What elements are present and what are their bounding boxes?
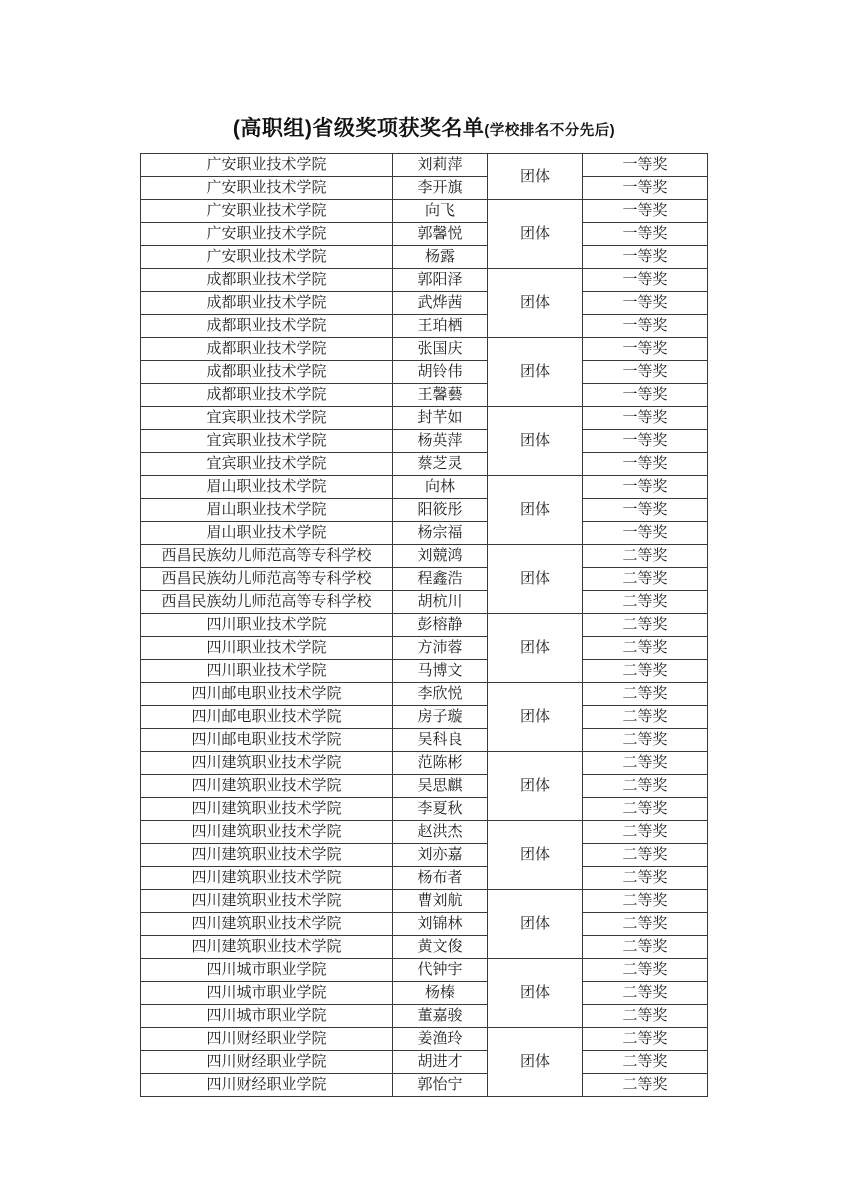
table-row [141, 545, 708, 568]
member-name-cell: 李夏秋 [393, 798, 488, 821]
table-row [141, 246, 708, 269]
award-cell: 一等奖 [583, 269, 708, 292]
award-cell: 二等奖 [583, 844, 708, 867]
award-cell: 二等奖 [583, 1005, 708, 1028]
member-name-cell: 李欣悦 [393, 683, 488, 706]
school-cell: 四川建筑职业技术学院 [141, 867, 393, 890]
table-row [141, 591, 708, 614]
award-cell: 二等奖 [583, 936, 708, 959]
award-cell: 二等奖 [583, 867, 708, 890]
table-row [141, 913, 708, 936]
table-row [141, 384, 708, 407]
awards-table-body [141, 154, 708, 1097]
school-cell: 四川城市职业学院 [141, 959, 393, 982]
award-cell: 二等奖 [583, 614, 708, 637]
school-cell: 四川邮电职业技术学院 [141, 683, 393, 706]
team-type-cell: 团体 [488, 476, 583, 545]
school-cell: 四川建筑职业技术学院 [141, 913, 393, 936]
team-type-cell: 团体 [488, 200, 583, 269]
table-row [141, 154, 708, 177]
school-cell: 四川职业技术学院 [141, 660, 393, 683]
page-title-note: (学校排名不分先后) [484, 123, 616, 139]
member-name-cell: 吴科良 [393, 729, 488, 752]
member-name-cell: 曹刘航 [393, 890, 488, 913]
school-cell: 成都职业技术学院 [141, 384, 393, 407]
table-row [141, 729, 708, 752]
award-cell: 一等奖 [583, 177, 708, 200]
team-type-cell: 团体 [488, 752, 583, 821]
school-cell: 四川职业技术学院 [141, 637, 393, 660]
school-cell: 广安职业技术学院 [141, 223, 393, 246]
table-row [141, 775, 708, 798]
team-type-cell: 团体 [488, 821, 583, 890]
award-cell: 二等奖 [583, 706, 708, 729]
school-cell: 四川建筑职业技术学院 [141, 844, 393, 867]
school-cell: 四川财经职业学院 [141, 1051, 393, 1074]
award-cell: 一等奖 [583, 476, 708, 499]
award-cell: 二等奖 [583, 1051, 708, 1074]
team-type-cell: 团体 [488, 1028, 583, 1097]
award-cell: 二等奖 [583, 591, 708, 614]
table-row [141, 982, 708, 1005]
team-type-cell: 团体 [488, 683, 583, 752]
table-row [141, 338, 708, 361]
table-row [141, 614, 708, 637]
award-cell: 一等奖 [583, 430, 708, 453]
award-cell: 二等奖 [583, 683, 708, 706]
member-name-cell: 刘亦嘉 [393, 844, 488, 867]
member-name-cell: 董嘉骏 [393, 1005, 488, 1028]
team-type-cell: 团体 [488, 154, 583, 200]
member-name-cell: 张国庆 [393, 338, 488, 361]
school-cell: 西昌民族幼儿师范高等专科学校 [141, 591, 393, 614]
school-cell: 成都职业技术学院 [141, 292, 393, 315]
school-cell: 眉山职业技术学院 [141, 476, 393, 499]
award-cell: 二等奖 [583, 1028, 708, 1051]
school-cell: 四川建筑职业技术学院 [141, 821, 393, 844]
member-name-cell: 马博文 [393, 660, 488, 683]
member-name-cell: 房子璇 [393, 706, 488, 729]
school-cell: 四川邮电职业技术学院 [141, 729, 393, 752]
school-cell: 四川建筑职业技术学院 [141, 752, 393, 775]
member-name-cell: 姜渔玲 [393, 1028, 488, 1051]
school-cell: 广安职业技术学院 [141, 177, 393, 200]
award-cell: 二等奖 [583, 798, 708, 821]
school-cell: 四川财经职业学院 [141, 1074, 393, 1097]
member-name-cell: 杨英萍 [393, 430, 488, 453]
table-row [141, 200, 708, 223]
award-cell: 二等奖 [583, 729, 708, 752]
member-name-cell: 杨榛 [393, 982, 488, 1005]
member-name-cell: 黄文俊 [393, 936, 488, 959]
award-cell: 二等奖 [583, 890, 708, 913]
table-row [141, 798, 708, 821]
school-cell: 四川建筑职业技术学院 [141, 890, 393, 913]
table-row [141, 430, 708, 453]
table-row [141, 361, 708, 384]
member-name-cell: 郭馨悦 [393, 223, 488, 246]
award-cell: 二等奖 [583, 821, 708, 844]
school-cell: 四川城市职业学院 [141, 982, 393, 1005]
member-name-cell: 刘競鸿 [393, 545, 488, 568]
member-name-cell: 范陈彬 [393, 752, 488, 775]
awards-table [140, 153, 708, 1097]
school-cell: 四川邮电职业技术学院 [141, 706, 393, 729]
award-cell: 二等奖 [583, 913, 708, 936]
award-cell: 二等奖 [583, 1074, 708, 1097]
member-name-cell: 胡杭川 [393, 591, 488, 614]
school-cell: 广安职业技术学院 [141, 200, 393, 223]
award-cell: 一等奖 [583, 292, 708, 315]
table-row [141, 959, 708, 982]
award-cell: 一等奖 [583, 338, 708, 361]
award-cell: 二等奖 [583, 660, 708, 683]
award-cell: 一等奖 [583, 407, 708, 430]
member-name-cell: 代钟宇 [393, 959, 488, 982]
team-type-cell: 团体 [488, 545, 583, 614]
award-cell: 一等奖 [583, 315, 708, 338]
member-name-cell: 李开旗 [393, 177, 488, 200]
page-title-main: (高职组)省级奖项获奖名单 [232, 117, 485, 140]
award-cell: 二等奖 [583, 775, 708, 798]
table-row [141, 890, 708, 913]
award-cell: 一等奖 [583, 154, 708, 177]
school-cell: 成都职业技术学院 [141, 269, 393, 292]
table-row [141, 177, 708, 200]
team-type-cell: 团体 [488, 614, 583, 683]
school-cell: 四川建筑职业技术学院 [141, 798, 393, 821]
table-row [141, 292, 708, 315]
award-cell: 一等奖 [583, 361, 708, 384]
award-cell: 一等奖 [583, 200, 708, 223]
school-cell: 眉山职业技术学院 [141, 522, 393, 545]
table-row [141, 1005, 708, 1028]
table-row [141, 821, 708, 844]
award-cell: 一等奖 [583, 223, 708, 246]
table-row [141, 706, 708, 729]
table-row [141, 844, 708, 867]
award-cell: 二等奖 [583, 959, 708, 982]
table-row [141, 936, 708, 959]
school-cell: 宜宾职业技术学院 [141, 407, 393, 430]
school-cell: 眉山职业技术学院 [141, 499, 393, 522]
team-type-cell: 团体 [488, 959, 583, 1028]
table-row [141, 637, 708, 660]
table-row [141, 1028, 708, 1051]
school-cell: 西昌民族幼儿师范高等专科学校 [141, 545, 393, 568]
school-cell: 成都职业技术学院 [141, 361, 393, 384]
member-name-cell: 杨露 [393, 246, 488, 269]
award-cell: 一等奖 [583, 499, 708, 522]
member-name-cell: 刘锦林 [393, 913, 488, 936]
member-name-cell: 胡铃伟 [393, 361, 488, 384]
member-name-cell: 杨宗福 [393, 522, 488, 545]
school-cell: 四川财经职业学院 [141, 1028, 393, 1051]
award-cell: 二等奖 [583, 545, 708, 568]
member-name-cell: 吴思麒 [393, 775, 488, 798]
school-cell: 成都职业技术学院 [141, 315, 393, 338]
member-name-cell: 程鑫浩 [393, 568, 488, 591]
school-cell: 成都职业技术学院 [141, 338, 393, 361]
school-cell: 广安职业技术学院 [141, 154, 393, 177]
table-row [141, 269, 708, 292]
member-name-cell: 胡进才 [393, 1051, 488, 1074]
member-name-cell: 赵洪杰 [393, 821, 488, 844]
award-cell: 一等奖 [583, 453, 708, 476]
member-name-cell: 武烨茜 [393, 292, 488, 315]
team-type-cell: 团体 [488, 338, 583, 407]
member-name-cell: 郭怡宁 [393, 1074, 488, 1097]
award-cell: 二等奖 [583, 752, 708, 775]
member-name-cell: 蔡芝灵 [393, 453, 488, 476]
school-cell: 四川职业技术学院 [141, 614, 393, 637]
school-cell: 四川城市职业学院 [141, 1005, 393, 1028]
team-type-cell: 团体 [488, 269, 583, 338]
member-name-cell: 阳筱彤 [393, 499, 488, 522]
award-cell: 一等奖 [583, 246, 708, 269]
table-row [141, 1074, 708, 1097]
page-title [0, 0, 848, 145]
award-cell: 二等奖 [583, 637, 708, 660]
member-name-cell: 杨布者 [393, 867, 488, 890]
team-type-cell: 团体 [488, 407, 583, 476]
school-cell: 四川建筑职业技术学院 [141, 936, 393, 959]
award-cell: 一等奖 [583, 384, 708, 407]
table-row [141, 1051, 708, 1074]
member-name-cell: 刘莉萍 [393, 154, 488, 177]
award-cell: 二等奖 [583, 982, 708, 1005]
table-row [141, 867, 708, 890]
member-name-cell: 郭阳泽 [393, 269, 488, 292]
table-row [141, 660, 708, 683]
table-row [141, 499, 708, 522]
member-name-cell: 王珀栖 [393, 315, 488, 338]
table-row [141, 407, 708, 430]
award-cell: 二等奖 [583, 568, 708, 591]
member-name-cell: 向飞 [393, 200, 488, 223]
table-row [141, 568, 708, 591]
team-type-cell: 团体 [488, 890, 583, 959]
member-name-cell: 向林 [393, 476, 488, 499]
member-name-cell: 方沛蓉 [393, 637, 488, 660]
school-cell: 宜宾职业技术学院 [141, 430, 393, 453]
school-cell: 西昌民族幼儿师范高等专科学校 [141, 568, 393, 591]
table-row [141, 476, 708, 499]
table-row [141, 683, 708, 706]
school-cell: 四川建筑职业技术学院 [141, 775, 393, 798]
member-name-cell: 彭榕静 [393, 614, 488, 637]
table-row [141, 522, 708, 545]
table-row [141, 453, 708, 476]
member-name-cell: 封芊如 [393, 407, 488, 430]
table-row [141, 315, 708, 338]
school-cell: 广安职业技术学院 [141, 246, 393, 269]
school-cell: 宜宾职业技术学院 [141, 453, 393, 476]
award-cell: 一等奖 [583, 522, 708, 545]
table-row [141, 223, 708, 246]
member-name-cell: 王馨藝 [393, 384, 488, 407]
table-row [141, 752, 708, 775]
